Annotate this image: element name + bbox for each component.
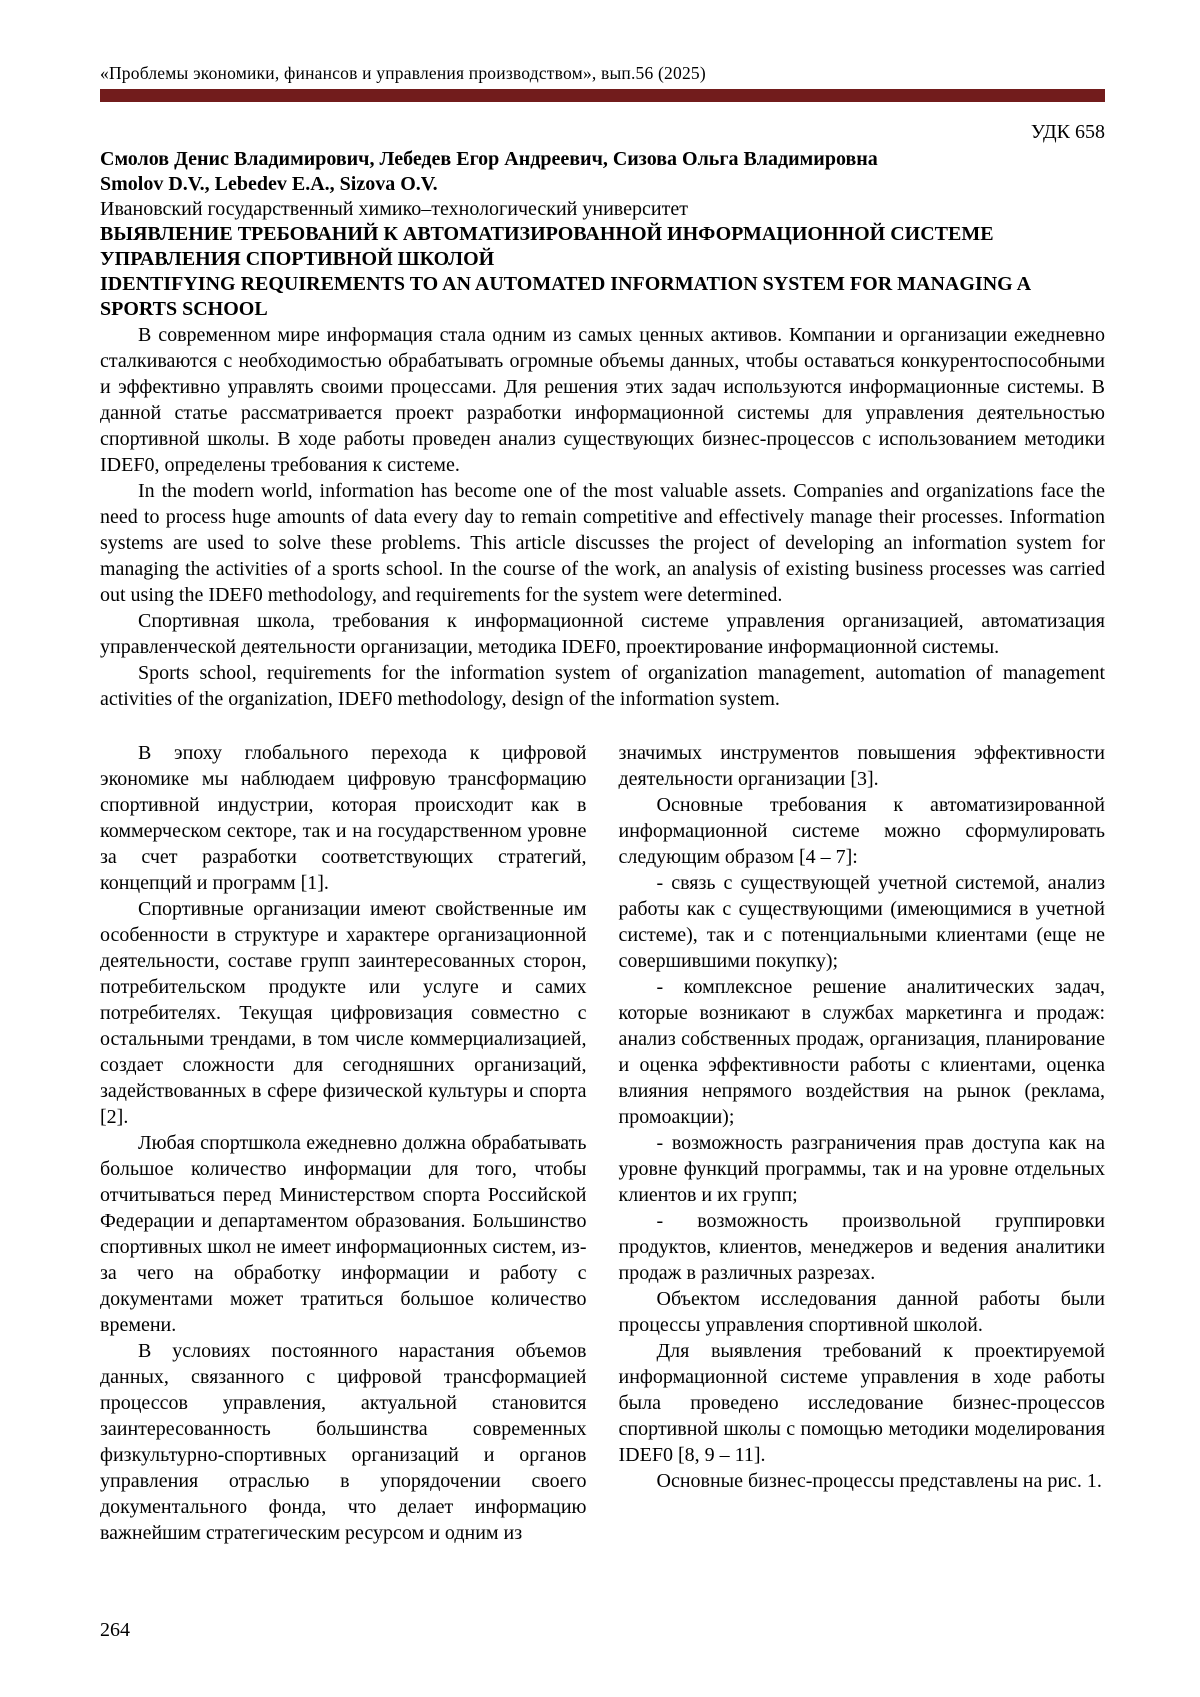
article-title-en: IDENTIFYING REQUIREMENTS TO AN AUTOMATED INFORMATION SYSTEM FOR MANAGING A SPORTS SCHOOL	[100, 273, 1030, 320]
keywords-ru: Спортивная школа, требования к информационной системе управления организацией, автоматизация управленческой деятельности организации, методика IDEF0, проектирование информационной системы.	[100, 610, 1105, 658]
body-paragraph: Любая спортшкола ежедневно должна обрабатывать большое количество информации для того, чтобы отчитываться перед Министерством спорта Российской Федерации и департаментом образования. Большинство спортивных школ не имеет информационных систем, из-за чего на обработку информации и работу с документами может тратиться большое количество времени.	[100, 1132, 587, 1336]
left-column	[100, 740, 587, 1546]
page-number: 264	[100, 1619, 130, 1641]
body-paragraph: Спортивные организации имеют свойственные им особенности в структуре и характере организационной деятельности, составе групп заинтересованных сторон, потребительском продукте или услуге и самих потребителях. Текущая цифровизация совместно с остальными трендами, в том числе коммерциализацией, создает сложности для сегодняшних организаций, задействованных в сфере физической культуры и спорта [2].	[100, 898, 587, 1128]
abstract-ru: В современном мире информация стала одним из самых ценных активов. Компании и организации ежедневно сталкиваются с необходимостью обрабатывать огромные объемы данных, чтобы оставаться конкурентоспособными и эффективно управлять своими процессами. Для решения этих задач используются информационные системы. В данной статье рассматривается проект разработки информационной системы для управления деятельностью спортивной школы. В ходе работы проведен анализ существующих бизнес-процессов с использованием методики IDEF0, определены требования к системе.	[100, 324, 1105, 476]
affiliation: Ивановский государственный химико–технологический университет	[100, 198, 688, 220]
body-paragraph: В условиях постоянного нарастания объемов данных, связанного с цифровой трансформацией процессов управления, актуальной становится заинтересованность большинства современных физкультурно-спортивных организаций и органов управления отраслью в упорядочении своего документального фонда, что делает информацию важнейшим стратегическим ресурсом и одним из	[100, 1340, 587, 1544]
two-column-body	[100, 740, 1105, 1546]
body-paragraph: Основные требования к автоматизированной информационной системе можно сформулировать следующим образом [4 – 7]:	[618, 794, 1105, 868]
body-paragraph: - связь с существующей учетной системой, анализ работы как с существующими (имеющимися в учетной системе), так и с потенциальными клиентами (еще не совершившими покупку);	[618, 872, 1105, 972]
body-paragraph: Основные бизнес-процессы представлены на рис. 1.	[656, 1470, 1102, 1492]
keywords-en: Sports school, requirements for the information system of organization management, automation of management activities of the organization, IDEF0 methodology, design of the information system.	[100, 662, 1105, 710]
body-paragraph: Для выявления требований к проектируемой информационной системе управления в ходе работы была проведено исследование бизнес-процессов спортивной школы с помощью методики моделирования IDEF0 [8, 9 – 11].	[618, 1340, 1105, 1466]
body-paragraph: - возможность произвольной группировки продуктов, клиентов, менеджеров и ведения аналитики продаж в различных разрезах.	[618, 1210, 1105, 1284]
right-column	[619, 740, 1106, 1546]
authors-ru: Смолов Денис Владимирович, Лебедев Егор Андреевич, Сизова Ольга Владимировна	[100, 148, 878, 170]
authors-en: Smolov D.V., Lebedev E.A., Sizova O.V.	[100, 173, 438, 195]
body-paragraph: - возможность разграничения прав доступа как на уровне функций программы, так и на уровне отдельных клиентов и их групп;	[618, 1132, 1105, 1206]
body-paragraph-continuation: значимых инструментов повышения эффективности деятельности организации [3].	[618, 742, 1105, 790]
udk-number: УДК 658	[1030, 121, 1105, 143]
paper-page	[100, 0, 1105, 1697]
body-paragraph: В эпоху глобального перехода к цифровой экономике мы наблюдаем цифровую трансформацию спортивной индустрии, которая происходит как в коммерческом секторе, так и на государственном уровне за счет разработки соответствующих стратегий, концепций и программ [1].	[100, 742, 587, 894]
journal-header: «Проблемы экономики, финансов и управления производством», вып.56 (2025)	[100, 63, 706, 83]
article-title-ru: ВЫЯВЛЕНИЕ ТРЕБОВАНИЙ К АВТОМАТИЗИРОВАННОЙ ИНФОРМАЦИОННОЙ СИСТЕМЕ УПРАВЛЕНИЯ СПОРТИВНОЙ ШКОЛОЙ	[100, 223, 994, 270]
body-paragraph: Объектом исследования данной работы были процессы управления спортивной школой.	[618, 1288, 1105, 1336]
body-paragraph: - комплексное решение аналитических задач, которые возникают в службах маркетинга и продаж: анализ собственных продаж, организация, планирование и оценка эффективности работы с клиентами, оценка влияния непрямого воздействия на рынок (реклама, промоакции);	[618, 976, 1105, 1128]
abstract-en: In the modern world, information has become one of the most valuable assets. Companies and organizations face the need to process huge amounts of data every day to remain competitive and effectively manage their processes. Information systems are used to solve these problems. This article discusses the project of developing an information system for managing the activities of a sports school. In the course of the work, an analysis of existing business processes was carried out using the IDEF0 methodology, and requirements for the system were determined.	[100, 480, 1105, 606]
header-rule	[100, 89, 1105, 102]
